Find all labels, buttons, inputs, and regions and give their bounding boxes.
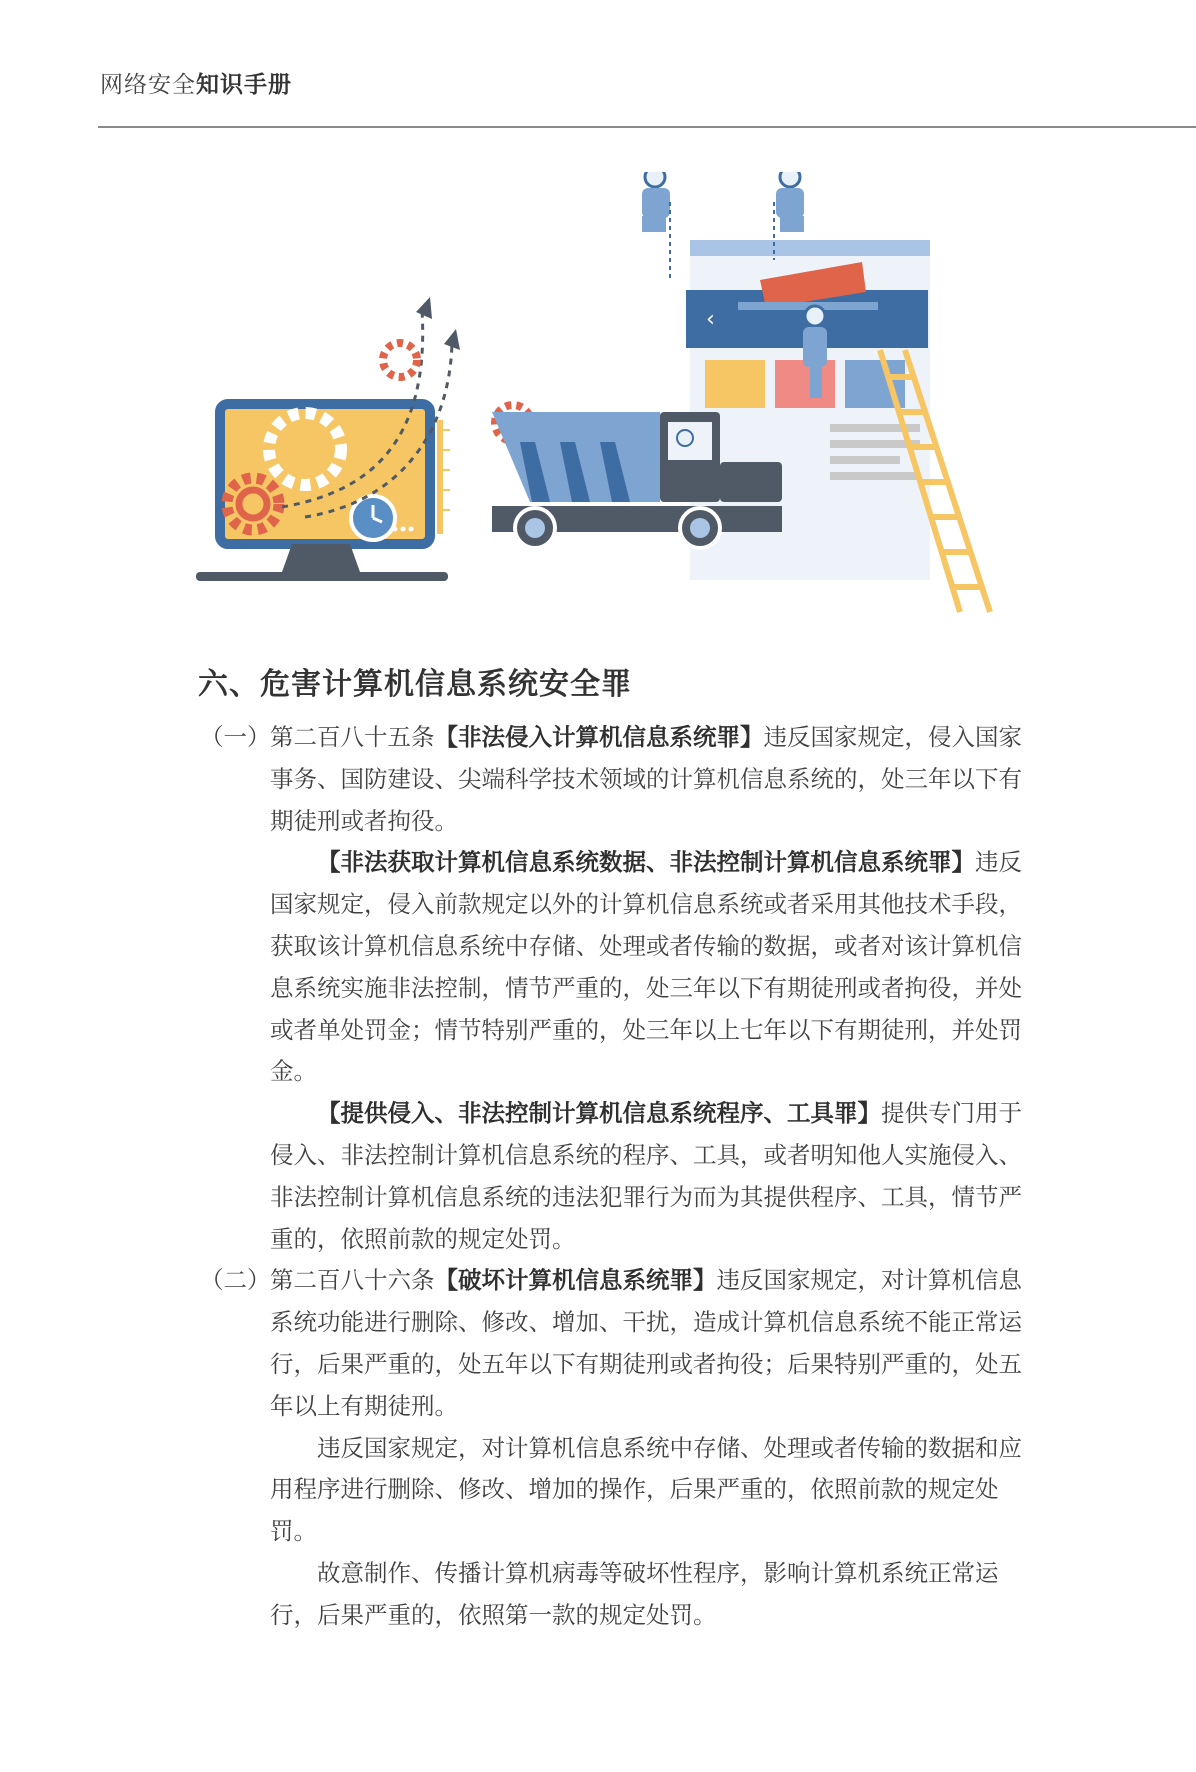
- paragraph: [270, 1093, 1040, 1260]
- item-number: （一）: [200, 723, 271, 751]
- paragraph-text: 违反国家规定，侵入前款规定以外的计算机信息系统或者采用其他技术手段，获取该计算机信息系统中存储、处理或者传输的数据，或者对该计算机信息系统实施非法控制，情节严重的，处三年以下有期徒刑或者拘役，并处或者单处罚金；情节特别严重的，处三年以上七年以下有期徒刑，并处罚金。: [270, 848, 1022, 1086]
- section-title: 六、危害计算机信息系统安全罪: [198, 667, 632, 702]
- arrow-icon: [444, 329, 460, 350]
- crime-name: 【提供侵入、非法控制计算机信息系统程序、工具罪】: [317, 1099, 881, 1128]
- paragraph: [270, 717, 1040, 842]
- svg-text:‹: ‹: [706, 307, 715, 332]
- paragraph-text: 违反国家规定，对计算机信息系统中存储、处理或者传输的数据和应用程序进行删除、修改、增加的操作，后果严重的，依照前款的规定处罚。: [270, 1433, 1022, 1546]
- worker-icon: [642, 172, 670, 232]
- arrow-icon: [416, 297, 432, 319]
- illustration: [190, 172, 1030, 627]
- ruler-icon: [437, 420, 450, 534]
- paragraph-text: 提供专门用于侵入、非法控制计算机信息系统的程序、工具，或者明知他人实施侵入、非法控制计算机信息系统的违法犯罪行为而为其提供程序、工具，情节严重的，依照前款的规定处罚。: [270, 1099, 1022, 1253]
- header-title-bold: 知识手册: [196, 72, 292, 98]
- crime-name: 【破坏计算机信息系统罪】: [434, 1266, 717, 1295]
- article-lead: 第二百八十六条: [270, 1266, 435, 1295]
- paragraph: [270, 842, 1040, 1093]
- header-title-light: 网络安全: [100, 72, 196, 98]
- article-body: [200, 717, 1040, 1637]
- article-item-2: [200, 1260, 1040, 1636]
- crime-name: 【非法获取计算机信息系统数据、非法控制计算机信息系统罪】: [317, 848, 975, 877]
- item-number: （二）: [200, 1266, 271, 1295]
- paragraph-text: 故意制作、传播计算机病毒等破坏性程序，影响计算机系统正常运行，后果严重的，依照第一款的规定处罚。: [270, 1558, 999, 1629]
- crime-name: 【非法侵入计算机信息系统罪】: [434, 723, 764, 751]
- gear-icon: [383, 343, 417, 377]
- paragraph-text: 违反国家规定，侵入国家事务、国防建设、尖端科学技术领域的计算机信息系统的，处三年以下有期徒刑或者拘役。: [270, 723, 1022, 835]
- paragraph-text: 违反国家规定，对计算机信息系统功能进行删除、修改、增加、干扰，造成计算机信息系统不能正常运行，后果严重的，处五年以下有期徒刑或者拘役；后果特别严重的，处五年以上有期徒刑。: [270, 1266, 1022, 1420]
- article-item-1: [200, 717, 1040, 1260]
- article-lead: 第二百八十五条: [270, 723, 435, 751]
- worker-icon: [776, 172, 804, 232]
- clock-icon: [351, 496, 395, 540]
- header-divider: [98, 126, 1196, 128]
- running-header: [100, 66, 292, 99]
- paragraph: [270, 1260, 1040, 1427]
- gear-icon: [269, 413, 341, 485]
